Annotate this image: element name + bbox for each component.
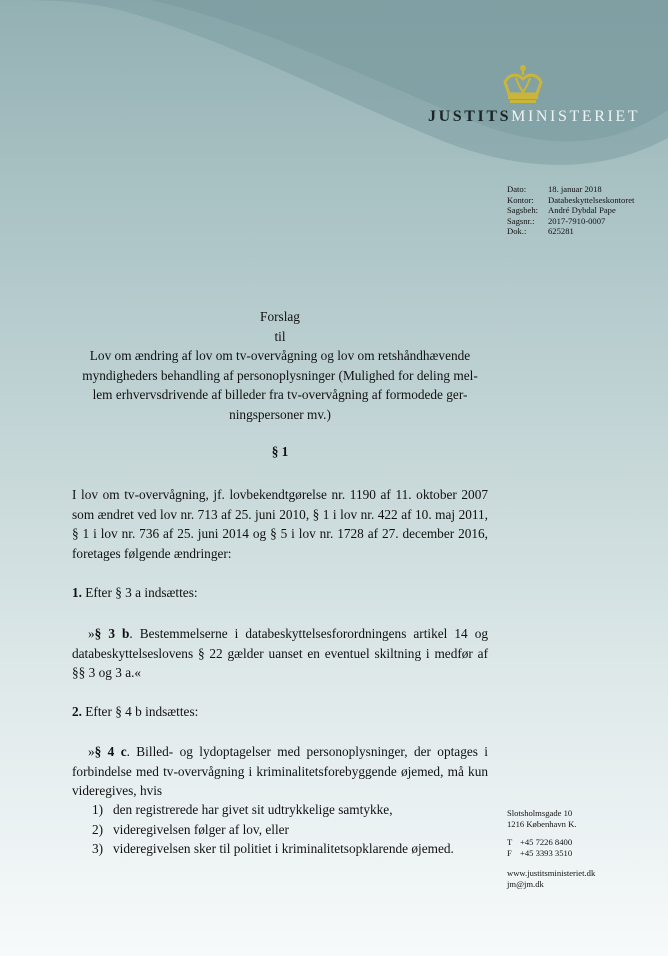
logo-wordmark-light: MINISTERIET xyxy=(511,108,641,125)
amendment-1-quote xyxy=(72,624,488,683)
meta-key: Dato: xyxy=(507,184,527,194)
meta-key: Sagsnr.: xyxy=(507,215,535,226)
amendment-number: 1. xyxy=(72,585,82,600)
amendment-text: Efter § 3 a indsættes: xyxy=(81,585,198,600)
phone-row xyxy=(507,837,595,848)
crown-icon xyxy=(500,64,546,104)
amendment-number: 2. xyxy=(72,704,82,719)
amendment-text: Efter § 4 b indsættes: xyxy=(81,704,199,719)
fax-label: F xyxy=(507,847,512,858)
meta-value: André Dybdal Pape xyxy=(548,205,616,216)
intro-paragraph: I lov om tv-overvågning, jf. lovbekendtgørelse nr. 1190 af 11. oktober 2007 som ændret ved lov nr. 713 af 25. juni 2010, § 1 i lov nr. 422 af 10. maj 2011, § 1 i lov nr. 736 af 25. juni 2014 og § 5 i lov nr. 1728 af 27. december 2016, foretages følgende ændringer: xyxy=(72,487,488,561)
list-item-number: 3) xyxy=(92,841,104,857)
list-item xyxy=(92,839,492,859)
meta-row-date xyxy=(507,184,634,195)
meta-row-handler xyxy=(507,205,634,216)
quote-open: » xyxy=(88,744,95,759)
paragraph-text: . Billed- og lydoptagelser med personoplysninger, der optages i forbindelse med tv-overvågning i kriminalitetsforebyggende øjemed, må kun videregives, hvis xyxy=(72,744,488,799)
document-metadata xyxy=(507,184,634,237)
header-swoosh xyxy=(0,0,668,200)
logo-wordmark-dark: JUSTITS xyxy=(428,108,512,125)
list-item xyxy=(92,820,492,840)
meta-value: 2017-7910-0007 xyxy=(548,215,606,226)
meta-row-document-number xyxy=(507,226,634,237)
amendment-1-lead xyxy=(72,583,488,603)
amendment-2-quote xyxy=(72,742,488,801)
amendment-2-lead xyxy=(72,702,488,722)
list-item-text: videregivelsen sker til politiet i kriminalitetsopklarende øjemed. xyxy=(113,841,454,857)
paragraph-text: . Bestemmelserne i databeskyttelsesforordningens artikel 14 og databeskyttelseslovens § 22 gælder uanset en eventuel skiltning i medfør af §§ 3 og 3 a.« xyxy=(72,626,488,681)
fax-number: +45 3393 3510 xyxy=(520,847,573,858)
conditions-list xyxy=(92,800,492,859)
contact-block xyxy=(507,808,595,890)
address-city: 1216 København K. xyxy=(507,818,577,829)
list-item-text: videregivelsen følger af lov, eller xyxy=(113,821,289,837)
meta-row-case-number xyxy=(507,216,634,227)
meta-key: Dok.: xyxy=(507,226,527,237)
list-item-number: 2) xyxy=(92,821,104,837)
meta-row-office xyxy=(507,195,634,206)
meta-value: 18. januar 2018 xyxy=(548,184,602,194)
paragraph-number: § 4 c xyxy=(94,744,127,759)
email-link[interactable]: jm@jm.dk xyxy=(507,878,544,889)
phone-number: +45 7226 8400 xyxy=(520,837,573,848)
title-line: myndigheders behandling af personoplysninger (Mulighed for deling mel- xyxy=(82,367,478,383)
paragraph-number: § 3 b xyxy=(94,626,130,641)
title-line: lem erhvervsdrivende af billeder fra tv-overvågning af formodede ger- xyxy=(92,387,468,403)
meta-key: Kontor: xyxy=(507,194,534,205)
title-line: Forslag xyxy=(260,309,300,324)
title-line: til xyxy=(274,328,286,344)
bill-title xyxy=(72,307,488,425)
address-street: Slotsholmsgade 10 xyxy=(507,808,573,818)
title-line: Lov om ændring af lov om tv-overvågning og lov om retshåndhævende xyxy=(89,348,471,364)
logo-wordmark xyxy=(428,108,640,126)
title-line: ningspersoner mv.) xyxy=(229,406,331,422)
meta-key: Sagsbeh: xyxy=(507,205,539,216)
phone-label: T xyxy=(507,837,513,848)
fax-row xyxy=(507,848,595,859)
list-item-number: 1) xyxy=(92,802,104,817)
section-heading: § 1 xyxy=(271,444,289,459)
meta-value: 625281 xyxy=(548,226,574,237)
meta-value: Databeskyttelseskontoret xyxy=(548,194,635,205)
list-item-text: den registrerede har givet sit udtrykkelige samtykke, xyxy=(113,802,393,817)
website-link[interactable]: www.justitsministeriet.dk xyxy=(507,868,596,879)
list-item xyxy=(92,800,492,820)
quote-open: » xyxy=(88,626,95,641)
